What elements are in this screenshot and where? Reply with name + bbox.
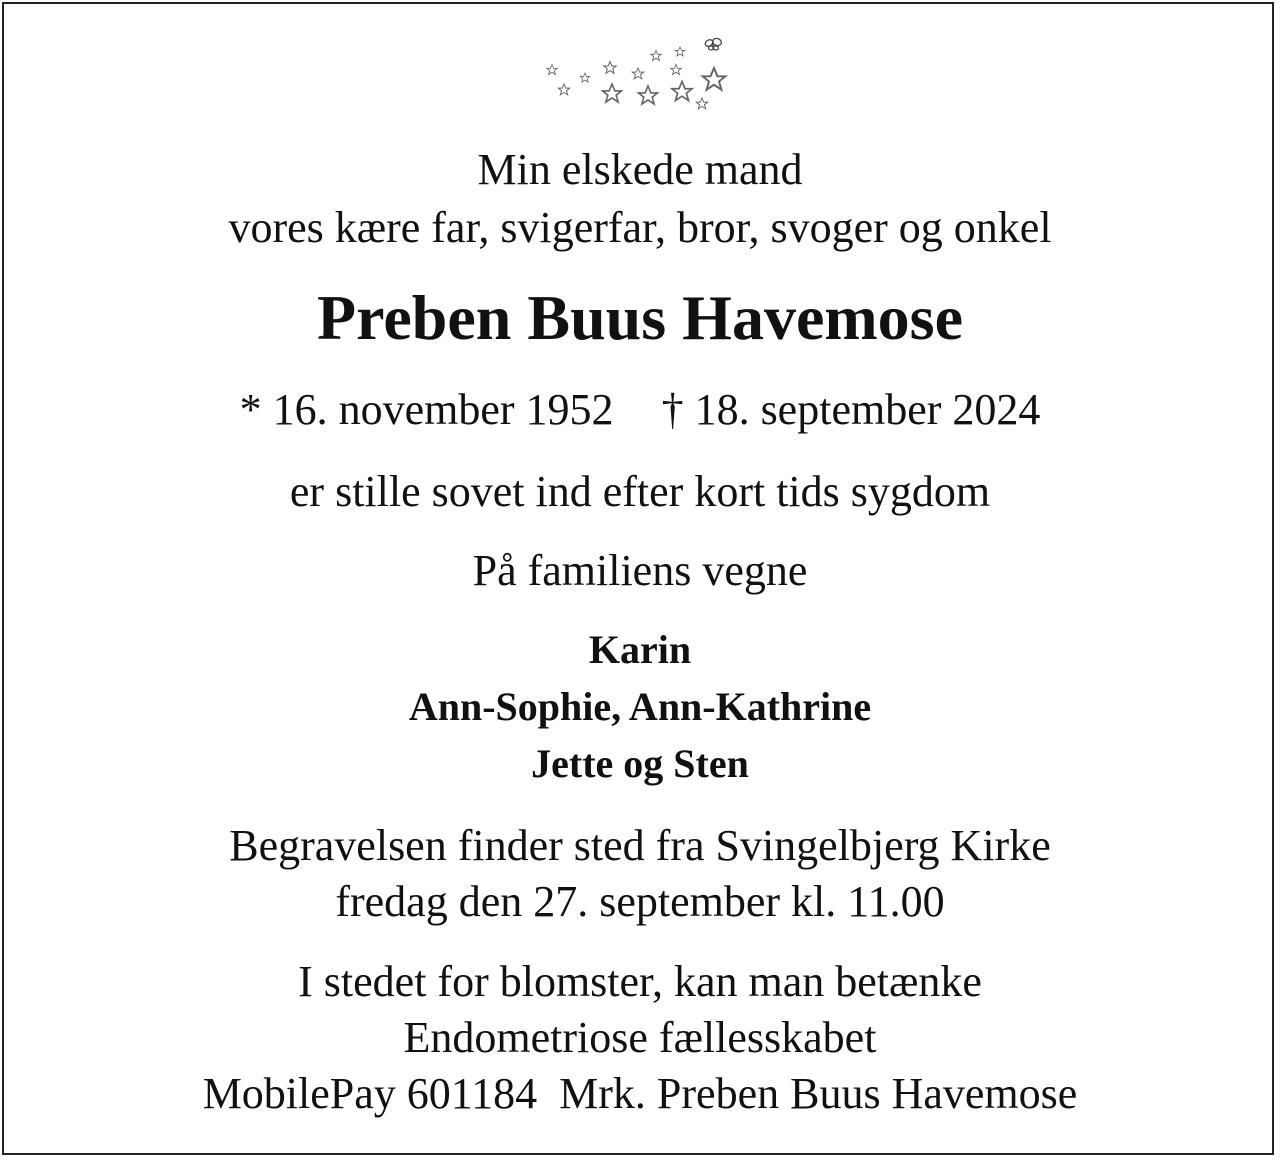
funeral-line-2: fredag den 27. september kl. 11.00 [335, 877, 945, 926]
death-date: 18. september 2024 [694, 385, 1041, 434]
birth-date: 16. november 1952 [272, 385, 614, 434]
died-symbol: † [661, 385, 684, 434]
family-name-1: Karin [588, 627, 692, 672]
funeral-line-1: Begravelsen finder sted fra Svingelbjerg Kirke [229, 821, 1051, 870]
donation-line-2: Endometriose fællesskabet [403, 1013, 877, 1062]
on-behalf-line: På familiens vegne [472, 546, 808, 595]
intro-line-2: vores kære far, svigerfar, bror, svoger og onkel [228, 203, 1052, 252]
family-name-2: Ann-Sophie, Ann-Kathrine [408, 684, 872, 729]
donation-line-1: I stedet for blomster, kan man betænke [298, 957, 982, 1006]
donation-line-3: MobilePay 601184 Mrk. Preben Buus Havemose [202, 1069, 1078, 1118]
born-symbol: * [239, 385, 262, 434]
life-dates [0, 384, 1280, 436]
passing-message: er stille sovet ind efter kort tids sygdom [289, 467, 991, 516]
stars-and-butterfly-icon [530, 30, 750, 120]
deceased-name: Preben Buus Havemose [317, 282, 963, 353]
intro-line-1: Min elskede mand [477, 145, 803, 194]
family-name-3: Jette og Sten [531, 741, 749, 786]
